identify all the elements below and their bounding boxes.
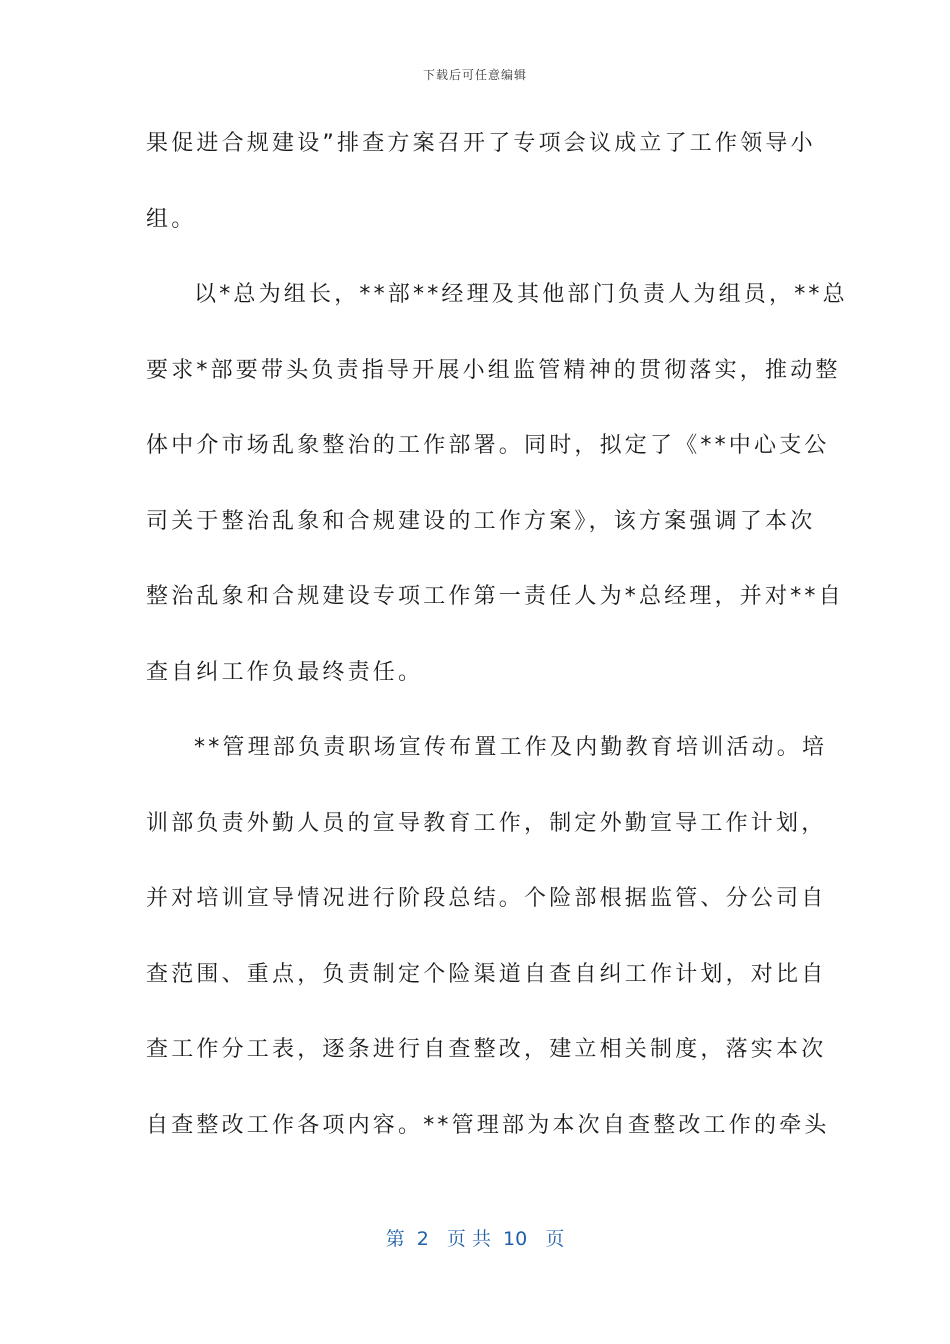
document-body (146, 118, 848, 1175)
text-line: 并对培训宣导情况进行阶段总结。个险部根据监管、分公司自 (146, 886, 827, 911)
text-line: 果促进合规建设”排查方案召开了专项会议成立了工作领导小 (146, 131, 816, 156)
text-line: 要求*部要带头负责指导开展小组监管精神的贯彻落实，推动整 (146, 357, 841, 383)
text-line: 组。 (146, 206, 197, 232)
text-line: 查工作分工表，逐条进行自查整改，建立相关制度，落实本次 (146, 1037, 827, 1062)
page-number-footer: 第 2 页 共 10 页 (385, 1228, 565, 1250)
text-line: **管理部负责职场宣传布置工作及内勤教育培训活动。培 (194, 735, 828, 760)
text-line: 整治乱象和合规建设专项工作第一责任人为*总经理，并对**自 (146, 584, 844, 609)
text-line: 司关于整治乱象和合规建设的工作方案》，该方案强调了本次 (146, 508, 816, 534)
text-line: 自查整改工作各项内容。**管理部为本次自查整改工作的牵头 (146, 1112, 830, 1138)
text-line: 体中介市场乱象整治的工作部署。同时，拟定了《**中心支公 (146, 433, 830, 458)
page-header: 下载后可任意编辑 (422, 68, 527, 82)
text-line: 查自纠工作负最终责任。 (146, 659, 424, 685)
text-line: 以*总为组长，**部**经理及其他部门负责人为组员，**总 (194, 282, 848, 307)
text-line: 查范围、重点，负责制定个险渠道自查自纠工作计划，对比自 (146, 961, 827, 987)
text-line: 训部负责外勤人员的宣导教育工作，制定外勤宣导工作计划， (146, 810, 827, 836)
